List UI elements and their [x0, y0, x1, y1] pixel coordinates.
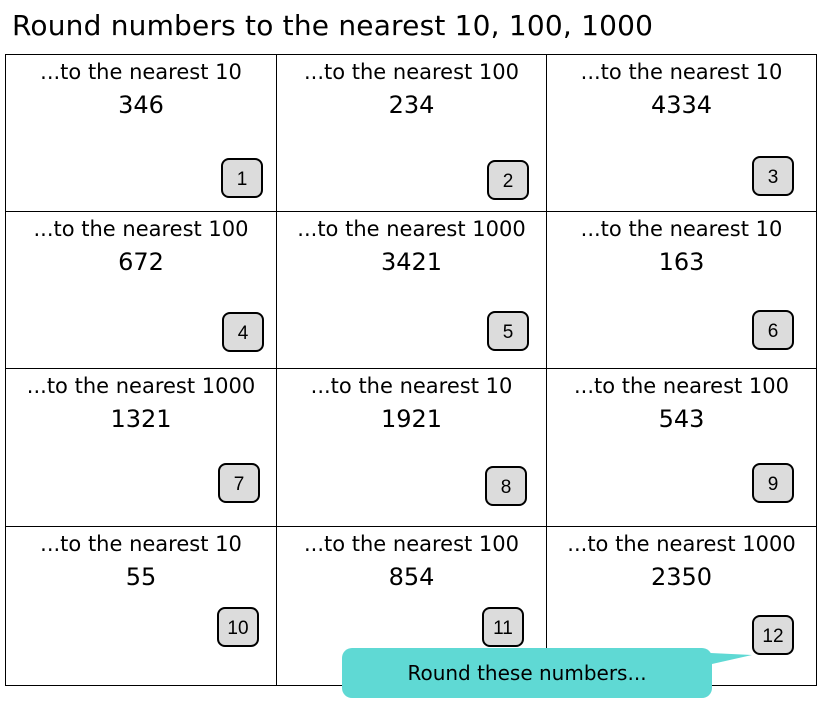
- card-number: 1321: [110, 405, 172, 433]
- card-number: 346: [118, 91, 164, 119]
- card-label: ...to the nearest 1000: [26, 374, 256, 398]
- card-label: ...to the nearest 1000: [567, 532, 796, 556]
- card-number-badge: 7: [218, 463, 260, 503]
- card-1: [6, 55, 277, 212]
- card-7: [6, 369, 277, 527]
- callout-text: Round these numbers...: [407, 661, 647, 685]
- card-number-badge: 6: [752, 310, 794, 350]
- card-10: [6, 527, 277, 685]
- card-label: ...to the nearest 100: [573, 374, 790, 398]
- card-8: [277, 369, 547, 527]
- card-3: [547, 55, 816, 212]
- card-9: [547, 369, 816, 527]
- card-number-badge: 2: [487, 160, 529, 200]
- card-label: ...to the nearest 100: [303, 60, 520, 84]
- page-title: Round numbers to the nearest 10, 100, 1000: [12, 9, 654, 42]
- card-label: ...to the nearest 10: [580, 60, 783, 84]
- card-label: ...to the nearest 10: [40, 60, 242, 84]
- card-label: ...to the nearest 10: [580, 217, 783, 241]
- card-label: ...to the nearest 100: [33, 217, 249, 241]
- card-number: 2350: [650, 563, 713, 591]
- card-4: [6, 212, 277, 369]
- card-number: 163: [658, 248, 705, 276]
- card-number-badge: 3: [752, 156, 794, 196]
- card-number: 3421: [380, 248, 443, 276]
- card-number-badge: 4: [222, 312, 264, 352]
- card-grid: [5, 54, 817, 686]
- card-number-badge: 1: [221, 158, 263, 198]
- card-number: 1921: [380, 405, 443, 433]
- card-label: ...to the nearest 1000: [297, 217, 526, 241]
- card-label: ...to the nearest 10: [40, 532, 242, 556]
- card-number: 543: [658, 405, 705, 433]
- card-label: ...to the nearest 10: [310, 374, 513, 398]
- card-number: 4334: [650, 91, 713, 119]
- card-5: [277, 212, 547, 369]
- card-number: 854: [388, 563, 435, 591]
- card-2: [277, 55, 547, 212]
- card-number-badge: 9: [752, 463, 794, 503]
- card-6: [547, 212, 816, 369]
- card-number-badge: 8: [485, 466, 527, 506]
- card-number: 672: [118, 248, 164, 276]
- card-number-badge: 5: [487, 311, 529, 351]
- callout-bubble: [342, 648, 712, 698]
- card-number-badge: 12: [752, 615, 794, 655]
- card-label: ...to the nearest 100: [303, 532, 520, 556]
- card-number-badge: 11: [482, 607, 524, 647]
- card-number: 234: [388, 91, 435, 119]
- card-number: 55: [125, 563, 157, 591]
- card-number-badge: 10: [217, 607, 259, 647]
